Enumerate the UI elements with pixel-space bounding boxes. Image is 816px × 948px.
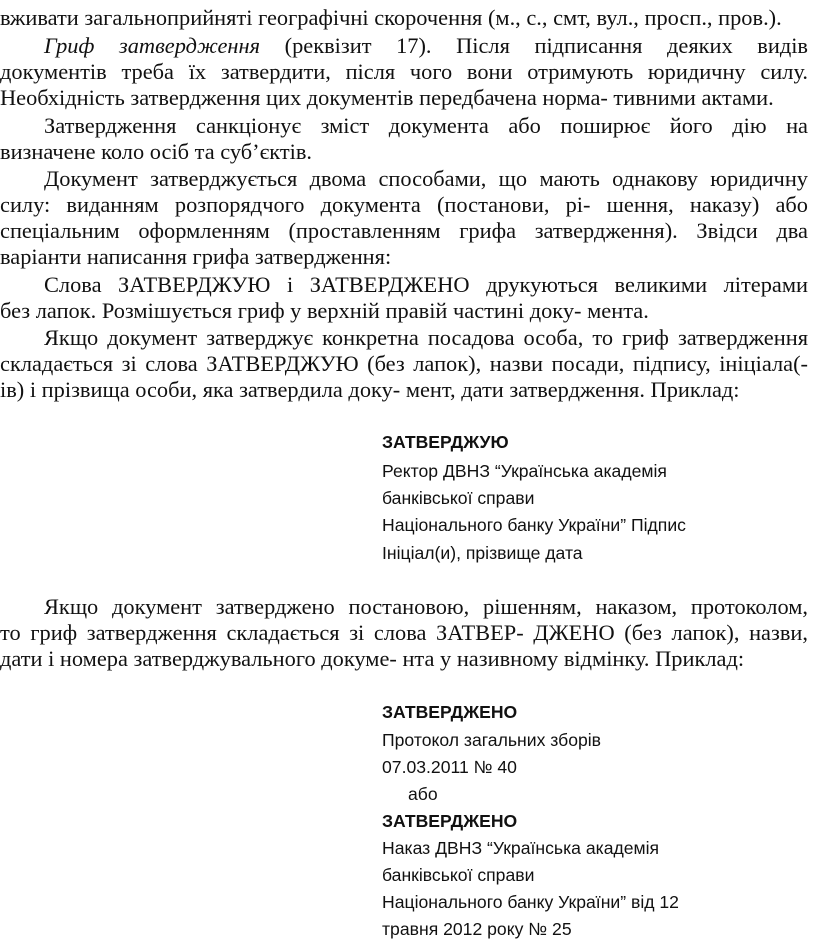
example-or-word: або	[408, 784, 438, 804]
text-line: документів треба їх затвердити, після чого вони отримують юридичну силу.	[0, 59, 808, 84]
example-line: Протокол загальних зборів	[382, 730, 602, 750]
text-line: Гриф затвердження (реквізит 17). Після підписання деяких видів	[44, 33, 809, 58]
text-line: спеціальним оформленням (проставленням грифа затвердження). Звідси два	[0, 218, 808, 243]
text-line: силу: виданням розпорядчого документа (постанови, рі- шення, наказу) або	[0, 192, 808, 217]
term-approval-stamp: Гриф затвердження	[44, 33, 261, 58]
text-line: Затвердження санкціонує зміст документа або поширює його дію на	[44, 113, 808, 138]
text-line: без лапок. Розмішується гриф у верхній правій частині доку- мента.	[0, 298, 649, 323]
example-line: Національного банку України” від 12	[382, 892, 679, 912]
text-line: вживати загальноприйняті географічні скорочення (м., с., смт, вул., просп., пров.).	[0, 5, 782, 30]
text-line: Документ затверджується двома способами, що мають однакову юридичну	[44, 166, 808, 191]
example-line: Наказ ДВНЗ “Українська академія	[382, 838, 660, 858]
example-heading-approved: ЗАТВЕРДЖЕНО	[382, 811, 518, 831]
paragraph-official-approval	[0, 325, 808, 403]
example-line: 07.03.2011 № 40	[382, 757, 517, 777]
paragraph-approval-meaning	[0, 113, 808, 165]
text-line: Необхідність затвердження цих документів передбачена норма- тивними актами.	[0, 85, 774, 110]
text-line: Якщо документ затверджено постановою, рішенням, наказом, протоколом,	[44, 594, 808, 619]
text-line: дати і номера затверджувального докуме- нта у називному відмінку. Приклад:	[0, 646, 745, 671]
paragraph-resolution-approval	[0, 594, 808, 672]
example-line: Ректор ДВНЗ “Українська академія	[382, 461, 667, 481]
text-line: складається зі слова ЗАТВЕРДЖУЮ (без лапок), назви посади, підпису, ініціала(-	[0, 351, 808, 376]
paragraph-capital-letters	[0, 272, 808, 324]
text-line: варіанти написання грифа затвердження:	[0, 244, 392, 269]
example-line: Ініціал(и), прізвище дата	[382, 543, 583, 563]
text-line: визначене коло осіб та суб’єктів.	[0, 139, 313, 164]
text-line: ів) і прізвища особи, яка затвердила доку- мент, дати затвердження. Приклад:	[0, 377, 740, 402]
text-line: Якщо документ затверджує конкретна посадова особа, то гриф затвердження	[44, 325, 808, 350]
example-heading-approve: ЗАТВЕРДЖУЮ	[382, 432, 509, 452]
example-line: банківської справи	[382, 865, 535, 885]
text-line: то гриф затвердження складається зі слова ЗАТВЕР- ДЖЕНО (без лапок), назви,	[0, 620, 808, 645]
example-line: Національного банку України” Підпис	[382, 515, 686, 535]
example-heading-approved: ЗАТВЕРДЖЕНО	[382, 702, 518, 722]
example-line: травня 2012 року № 25	[382, 919, 572, 939]
text-line: Слова ЗАТВЕРДЖУЮ і ЗАТВЕРДЖЕНО друкуються великими літерами	[44, 272, 808, 297]
paragraph-approval-stamp	[0, 33, 808, 111]
paragraph-approval-methods	[0, 166, 808, 270]
example-line: банківської справи	[382, 488, 535, 508]
paragraph-abbreviations	[0, 5, 808, 31]
